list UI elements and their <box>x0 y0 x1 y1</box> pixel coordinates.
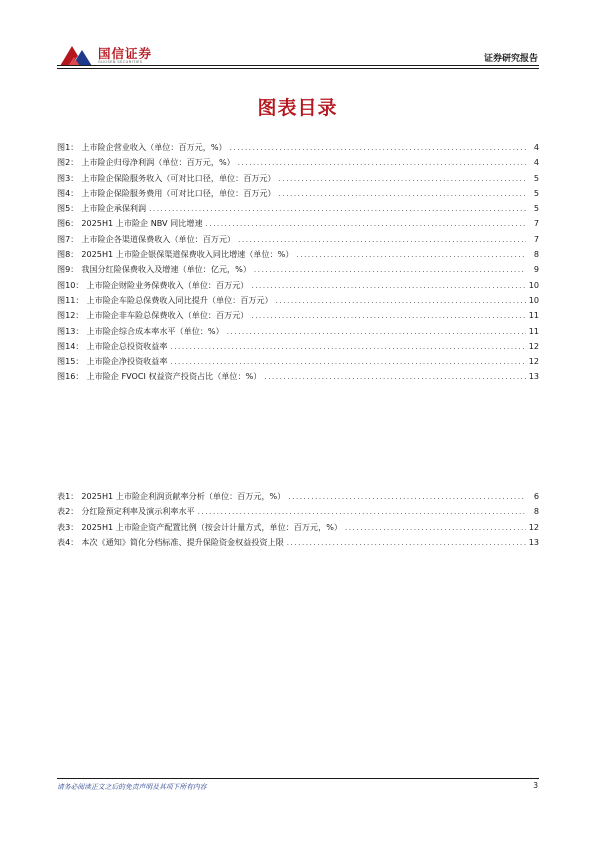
entry-page-number: 5 <box>533 203 539 214</box>
toc-entry[interactable] <box>57 232 539 247</box>
dot-leader <box>296 248 526 263</box>
dot-leader <box>170 340 525 355</box>
toc-entry[interactable] <box>57 489 539 504</box>
entry-page-number: 6 <box>533 491 539 501</box>
page-header <box>0 0 595 72</box>
entry-title: 上市险企非车险总保费收入（单位：百万元） <box>86 310 249 321</box>
figure-list <box>57 140 539 385</box>
entry-page-number: 9 <box>533 264 539 275</box>
entry-label: 图15： <box>57 356 84 367</box>
dot-leader <box>251 309 525 324</box>
dot-leader <box>170 355 525 370</box>
page-title: 图表目录 <box>257 97 338 119</box>
report-type-label: 证券研究报告 <box>483 54 538 64</box>
dot-leader <box>276 294 526 309</box>
entry-label: 图12： <box>57 310 84 321</box>
entry-label: 表4： <box>57 536 79 547</box>
toc-entry[interactable] <box>57 308 539 323</box>
entry-page-number: 13 <box>528 536 539 547</box>
entry-label: 图2： <box>57 157 79 168</box>
toc-entry[interactable] <box>57 535 539 550</box>
table-list <box>57 489 539 550</box>
entry-label: 图6： <box>57 218 79 229</box>
toc-entry[interactable] <box>57 369 539 384</box>
dot-leader <box>279 187 526 202</box>
dot-leader <box>264 370 525 385</box>
toc-entry[interactable] <box>57 155 539 170</box>
dot-leader <box>279 172 526 187</box>
toc-entry[interactable] <box>57 354 539 369</box>
toc-entry[interactable] <box>57 262 539 277</box>
entry-page-number: 8 <box>533 249 539 260</box>
toc-entry[interactable] <box>57 247 539 262</box>
entry-title: 上市险企 FVOCI 权益资产投资占比（单位：%） <box>86 371 262 382</box>
entry-label: 图1： <box>57 142 79 152</box>
dot-leader <box>149 202 526 217</box>
dot-leader <box>230 141 526 156</box>
toc-entry[interactable] <box>57 186 539 201</box>
entry-title: 上市险企营业收入（单位：百万元，%） <box>81 142 227 152</box>
toc-entry[interactable] <box>57 504 539 519</box>
entry-label: 图13： <box>57 325 84 336</box>
entry-title: 上市险企保险服务费用（可对比口径，单位：百万元） <box>81 187 276 198</box>
entry-label: 图16： <box>57 371 84 382</box>
entry-page-number: 5 <box>533 187 539 198</box>
logo-chinese-name: 国信证券 <box>98 46 153 61</box>
toc-entry[interactable] <box>57 278 539 293</box>
entry-page-number: 12 <box>528 521 539 532</box>
dot-leader <box>238 233 526 248</box>
footer-divider <box>57 778 539 779</box>
entry-page-number: 7 <box>533 233 539 244</box>
dot-leader <box>238 156 526 171</box>
entry-page-number: 7 <box>533 218 539 229</box>
entry-page-number: 13 <box>528 371 539 382</box>
footer-disclaimer: 请务必阅读正文之后的免责声明及其项下所有内容 <box>57 783 207 791</box>
entry-title: 2025H1 上市险企资产配置比例（按会计计量方式，单位：百万元，%） <box>81 521 342 532</box>
dot-leader <box>287 536 526 551</box>
entry-page-number: 12 <box>528 356 539 367</box>
entry-label: 图4： <box>57 187 79 198</box>
entry-title: 2025H1 上市险企 NBV 同比增速 <box>81 218 203 229</box>
toc-entry[interactable] <box>57 140 539 155</box>
toc-entry[interactable] <box>57 216 539 231</box>
entry-title: 上市险企归母净利润（单位：百万元，%） <box>81 157 235 168</box>
entry-page-number: 4 <box>533 142 539 152</box>
entry-page-number: 11 <box>528 325 539 336</box>
logo-english-name: GUOSEN SECURITIES <box>98 60 143 64</box>
entry-label: 表2： <box>57 506 79 517</box>
toc-entry[interactable] <box>57 293 539 308</box>
entry-page-number: 12 <box>528 340 539 351</box>
entry-page-number: 8 <box>533 506 539 517</box>
entry-title: 上市险企各渠道保费收入（单位：百万元） <box>81 233 236 244</box>
toc-entry[interactable] <box>57 324 539 339</box>
toc-entry[interactable] <box>57 520 539 535</box>
entry-title: 上市险企综合成本率水平（单位：%） <box>86 325 224 336</box>
dot-leader <box>288 490 526 505</box>
dot-leader <box>345 521 526 536</box>
entry-label: 图8： <box>57 249 79 260</box>
entry-title: 上市险企总投资收益率 <box>86 340 168 351</box>
entry-title: 我国分红险保费收入及增速（单位：亿元，%） <box>81 264 251 275</box>
footer-page-number: 3 <box>533 781 538 790</box>
entry-title: 分红险预定利率及演示利率水平 <box>81 506 195 517</box>
header-divider <box>57 65 539 66</box>
toc-entry[interactable] <box>57 171 539 186</box>
entry-label: 图7： <box>57 233 79 244</box>
dot-leader <box>198 505 526 520</box>
entry-label: 表3： <box>57 521 79 532</box>
entry-page-number: 11 <box>528 310 539 321</box>
dot-leader <box>206 217 526 232</box>
entry-title: 上市险企保险服务收入（可对比口径，单位：百万元） <box>81 172 276 183</box>
entry-label: 图11： <box>57 294 84 305</box>
entry-title: 2025H1 上市险企银保渠道保费收入同比增速（单位：%） <box>81 249 294 260</box>
toc-entry[interactable] <box>57 201 539 216</box>
entry-page-number: 10 <box>528 294 539 305</box>
header-divider-thin <box>57 68 539 69</box>
entry-title: 上市险企财险业务保费收入（单位：百万元） <box>86 279 249 290</box>
entry-label: 表1： <box>57 491 79 501</box>
toc-entry[interactable] <box>57 339 539 354</box>
dot-leader <box>254 263 526 278</box>
entry-label: 图3： <box>57 172 79 183</box>
entry-page-number: 4 <box>533 157 539 168</box>
entry-label: 图9： <box>57 264 79 275</box>
entry-label: 图14： <box>57 340 84 351</box>
entry-label: 图10： <box>57 279 84 290</box>
entry-title: 上市险企车险总保费收入同比提升（单位：百万元） <box>86 294 273 305</box>
entry-page-number: 5 <box>533 172 539 183</box>
entry-title: 上市险企净投资收益率 <box>86 356 168 367</box>
entry-label: 图5： <box>57 203 79 214</box>
dot-leader <box>251 279 525 294</box>
dot-leader <box>227 325 526 340</box>
entry-page-number: 10 <box>528 279 539 290</box>
entry-title: 2025H1 上市险企利润贡献率分析（单位：百万元，%） <box>81 491 286 501</box>
entry-title: 上市险企承保利润 <box>81 203 147 214</box>
entry-title: 本次《通知》简化分档标准、提升保险资金权益投资上限 <box>81 536 284 547</box>
